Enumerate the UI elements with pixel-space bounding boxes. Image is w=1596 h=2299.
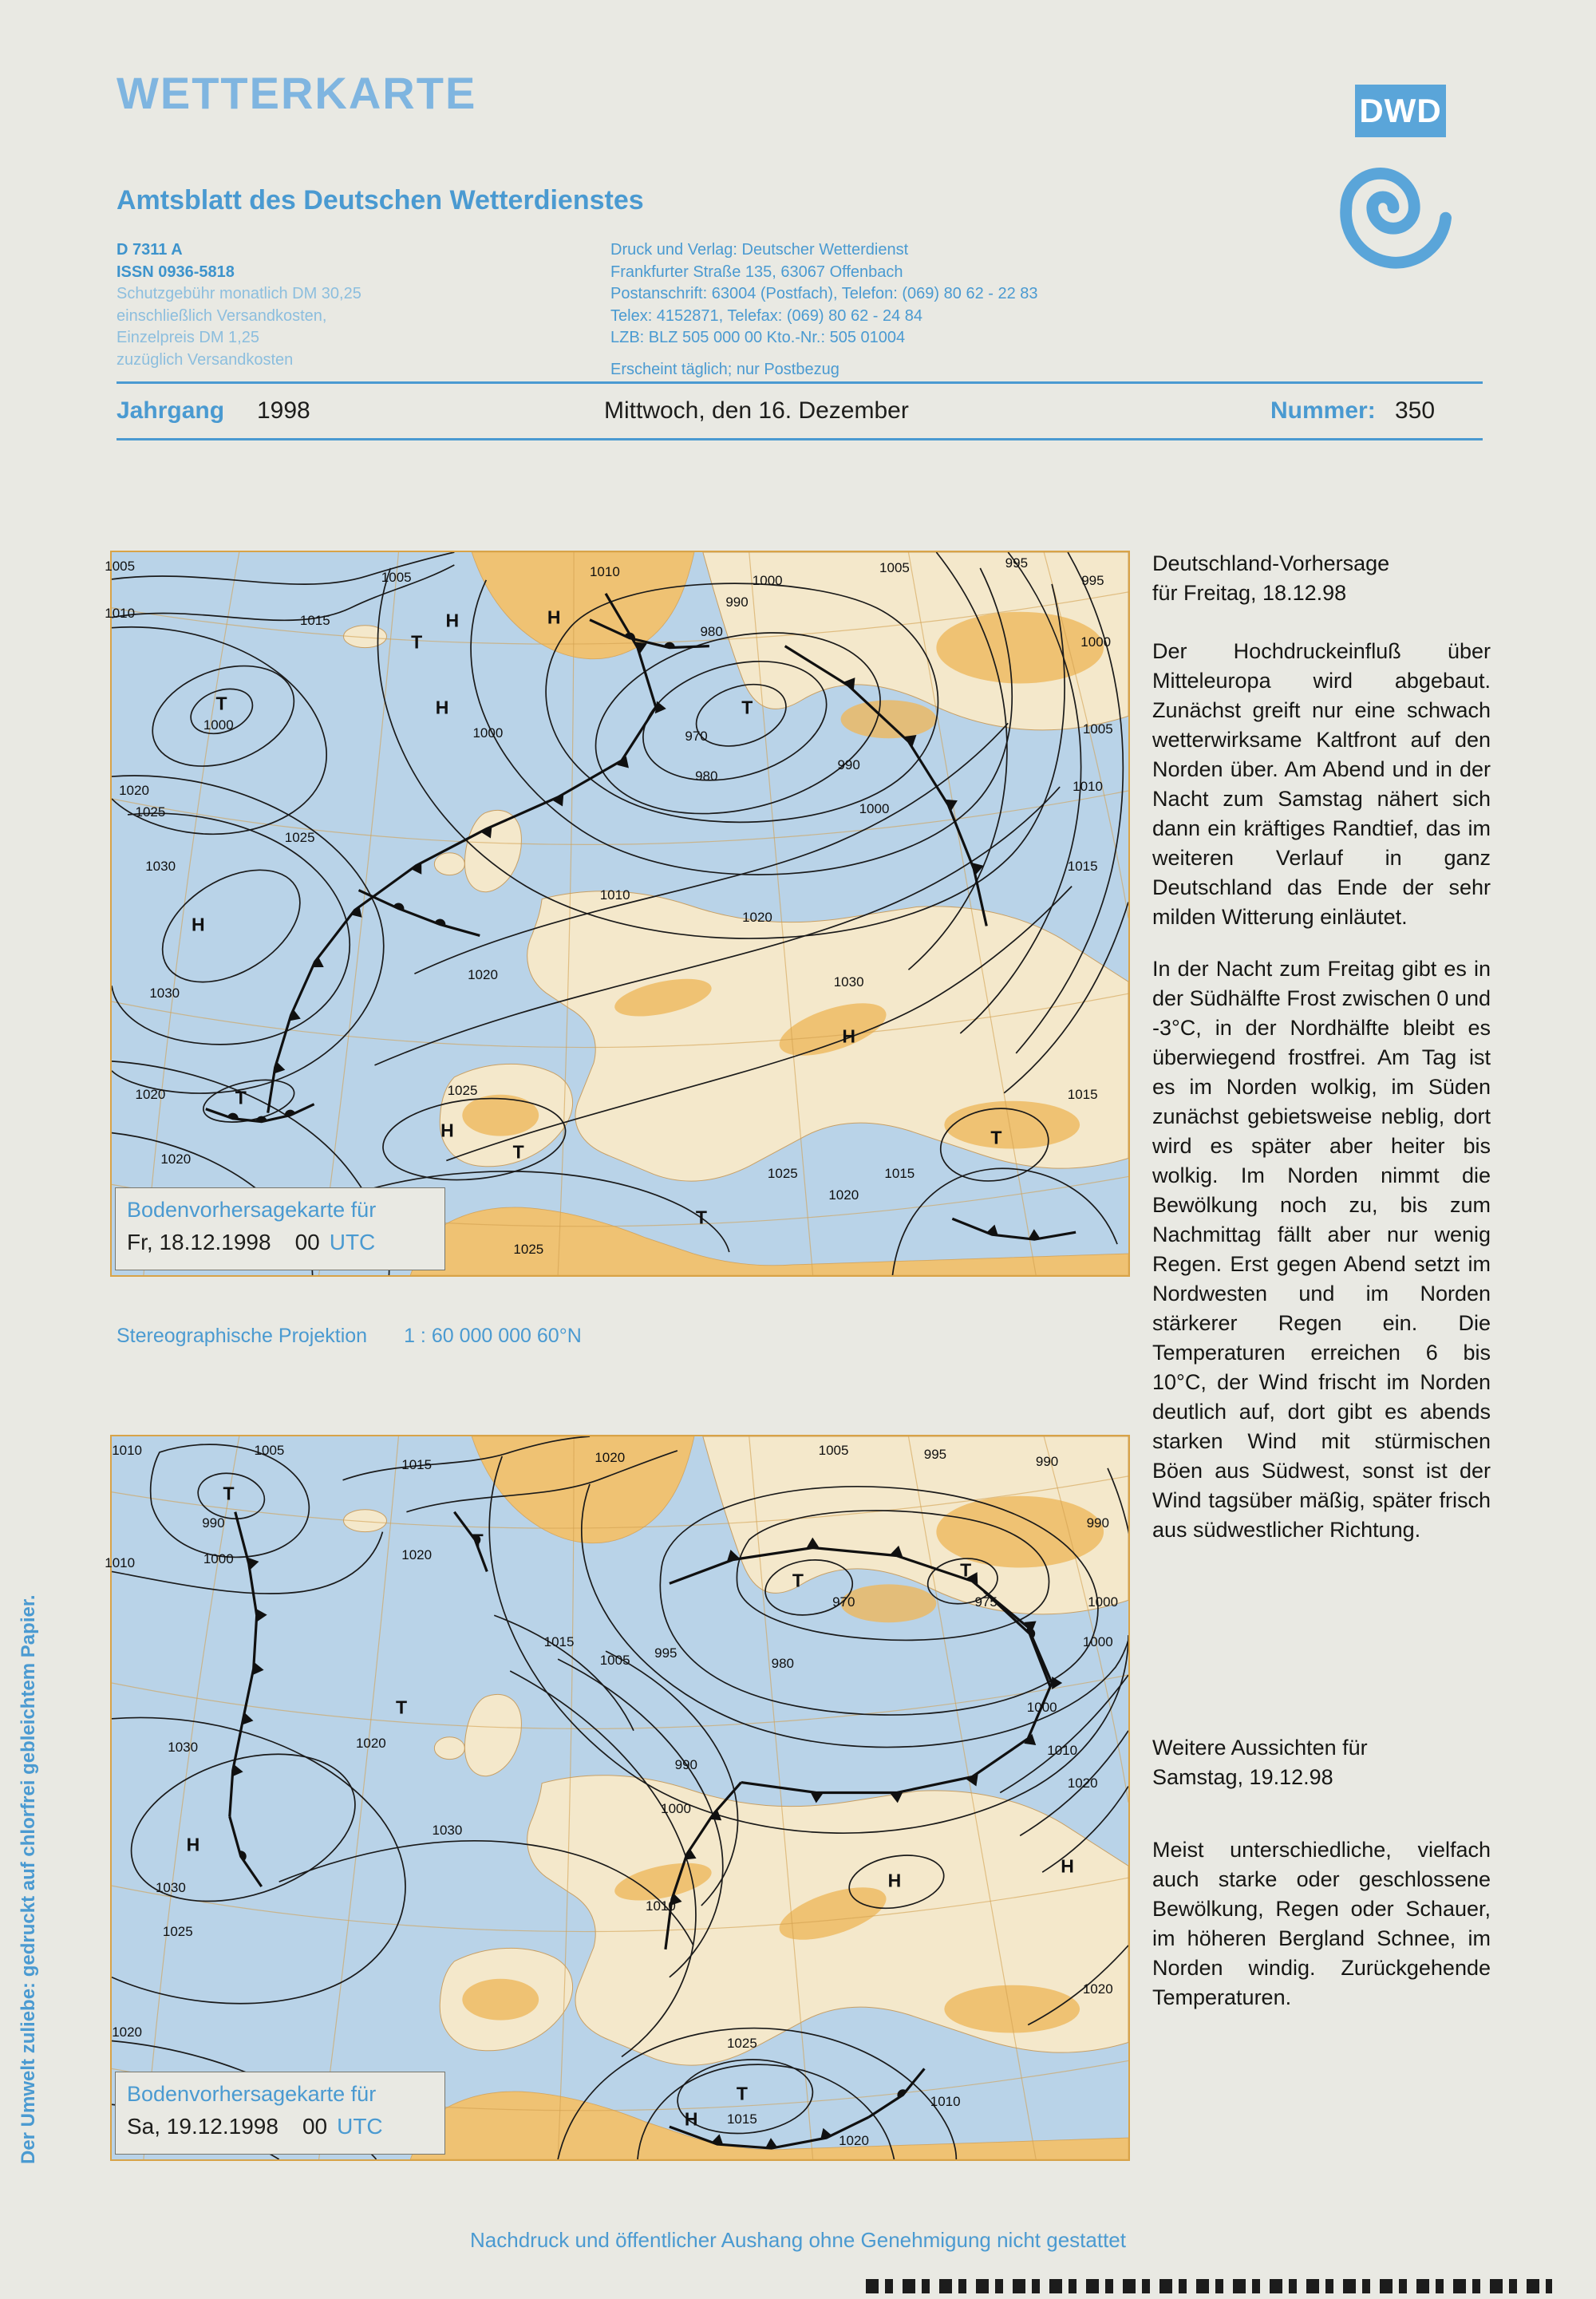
pressure-label: 1025 [767, 1166, 798, 1182]
pressure-label: 1000 [472, 725, 504, 741]
pressure-center-label: T [990, 1127, 1002, 1148]
pressure-label: 1020 [1067, 1775, 1098, 1791]
pressure-center-label: T [695, 1207, 707, 1228]
pressure-label: 995 [923, 1446, 947, 1462]
pressure-label: 1000 [752, 573, 783, 589]
map1-date: Fr, 18.12.1998 [127, 1230, 271, 1254]
info-line: zuzüglich Versandkosten [117, 350, 294, 369]
pressure-label: 1000 [1026, 1699, 1057, 1715]
pressure-label: 980 [695, 768, 718, 784]
pressure-label: 1020 [112, 2024, 143, 2040]
jahrgang-label: Jahrgang [117, 397, 225, 424]
pressure-label: 970 [832, 1594, 855, 1610]
map1-overlay [105, 552, 1128, 1275]
pressure-label: 1030 [155, 1880, 186, 1896]
header-rule-bottom [117, 438, 1483, 440]
pressure-label: 1030 [833, 974, 864, 990]
pressure-label: 1020 [828, 1187, 859, 1203]
nummer-value: 350 [1395, 397, 1436, 424]
pressure-label: 980 [700, 623, 723, 639]
pressure-label: 1010 [1047, 1743, 1078, 1759]
info-line: Frankfurter Straße 135, 63067 Offenbach [610, 263, 903, 281]
eco-paper-note: Der Umwelt zuliebe: gedruckt auf chlorfrei gebleichtem Papier. [18, 1594, 39, 2164]
pressure-center-label: T [235, 1087, 247, 1108]
pressure-center-label: H [842, 1025, 855, 1047]
pressure-label: 1000 [203, 717, 234, 733]
pressure-label: 1010 [1073, 779, 1103, 795]
pressure-label: 1010 [599, 887, 630, 903]
pressure-label: 995 [1005, 555, 1029, 571]
outlook-heading [1152, 1733, 1491, 1792]
map2-utc: UTC [337, 2114, 383, 2139]
pressure-label: 1010 [105, 606, 136, 621]
pressure-label: 1015 [884, 1166, 915, 1182]
pressure-center-label: T [411, 631, 423, 653]
pressure-label: 1000 [661, 1800, 691, 1816]
forecast-paragraph-2: In der Nacht zum Freitag gibt es in der Südhälfte Frost zwischen 0 und -3°C, in der Nordhälfte bleibt es überwiegend frostfrei. Am Tag ist es im Norden wolkig, im Süden zunächst gebietsweise neblig, dort wird es später aber heiter bis wolkig. Im Norden nimmt die Bewölkung noch zu, bis zum Nachmittag fällt aber nur wenig Regen. Erst gegen Abend setzt im Nordwesten und im Norden stärkerer Regen ein. Die Temperaturen erreichen 6 bis 10°C, der Wind frischt im Norden deutlich auf, dort gibt es abends starken Wind mit stürmischen Böen aus Südwest, sonst ist der Wind tagsüber mäßig, später frisch aus südwestlicher Richtung. [1152, 956, 1491, 1542]
pressure-label: 1010 [589, 564, 620, 580]
pressure-center-label: T [215, 693, 227, 714]
pressure-label: 1005 [1082, 721, 1113, 737]
pressure-label: 1015 [299, 613, 330, 629]
outlook-heading-line1: Weitere Aussichten für [1152, 1736, 1368, 1760]
jahrgang-value: 1998 [257, 397, 310, 424]
dwd-spiral-icon [1328, 140, 1459, 275]
pressure-label: 995 [1081, 573, 1104, 589]
pressure-label: 1005 [381, 569, 412, 585]
pressure-center-label: T [792, 1570, 804, 1591]
pressure-label: 1020 [595, 1450, 626, 1466]
pressure-label: 970 [685, 729, 708, 745]
pressure-label: 1030 [432, 1822, 463, 1838]
pressure-label: 1020 [119, 782, 149, 798]
pressure-label: 980 [771, 1656, 795, 1672]
pressure-center-label: T [736, 2083, 748, 2104]
pressure-center-label: H [887, 1870, 902, 1891]
issue-date: Mittwoch, den 16. Dezember [604, 397, 909, 424]
pressure-center-label: T [741, 697, 753, 718]
info-line: ISSN 0936-5818 [117, 263, 235, 281]
pressure-label: 1010 [930, 2093, 961, 2109]
map1-time: 00 [294, 1230, 320, 1254]
map2-date: Sa, 19.12.1998 [127, 2114, 279, 2139]
pressure-center-label: T [512, 1141, 524, 1163]
pressure-label: 990 [1035, 1453, 1059, 1469]
pressure-label: 1020 [1082, 1981, 1113, 1997]
pressure-label: 1025 [135, 804, 166, 820]
map2-overlay [105, 1436, 1128, 2159]
info-line: einschließlich Versandkosten, [117, 306, 327, 325]
projection-note [117, 1325, 582, 1348]
pressure-center-label: T [396, 1697, 408, 1718]
outlook-heading-line2: Samstag, 19.12.98 [1152, 1764, 1333, 1789]
pressure-label: 1030 [145, 859, 176, 875]
surface-forecast-map-saturday [105, 1435, 1130, 2161]
pressure-center-label: H [440, 1120, 454, 1141]
info-line: Postanschrift: 63004 (Postfach), Telefon: (069) 80 62 - 22 83 [610, 285, 1038, 303]
pressure-label: 1020 [401, 1547, 433, 1563]
projection-scale: 1 : 60 000 000 60°N [404, 1325, 582, 1347]
pressure-label: 990 [674, 1757, 697, 1773]
publication-info-left [117, 239, 361, 372]
pressure-label: 1025 [447, 1082, 478, 1098]
map2-caption [115, 2072, 445, 2155]
map1-caption-date [127, 1230, 433, 1255]
pressure-label: 1000 [203, 1551, 234, 1567]
forecast-paragraph-1: Der Hochdruckeinfluß über Mitteleuropa wird abgebaut. Zunächst greift nur eine schwach wetterwirksame Kaltfront auf den Norden über. Am Abend und in der Nacht zum Samstag nähert sich dann ein kräftiges Randtief, das im weiteren Verlauf in ganz Deutschland das Ende der sehr milden Witterung einläutet. [1152, 638, 1491, 929]
pressure-label: 1010 [112, 1443, 143, 1459]
pressure-label: 1025 [726, 2036, 757, 2052]
info-line: Schutzgebühr monatlich DM 30,25 [117, 285, 361, 303]
pressure-label: 1025 [284, 829, 315, 845]
map2-caption-title: Bodenvorhersagekarte für [127, 2082, 377, 2106]
info-line: Telex: 4152871, Telefax: (069) 80 62 - 24 84 [610, 306, 923, 325]
info-line: Einzelpreis DM 1,25 [117, 329, 259, 347]
surface-forecast-map-friday [105, 551, 1130, 1277]
pressure-label: 1020 [160, 1151, 192, 1167]
pressure-label: 1000 [1088, 1594, 1119, 1610]
info-line: D 7311 A [117, 241, 183, 259]
pressure-center-label: T [960, 1559, 972, 1581]
publication-frequency: Erscheint täglich; nur Postbezug [610, 361, 839, 378]
forecast-heading-line1: Deutschland-Vorhersage [1152, 551, 1390, 575]
pressure-center-label: H [445, 610, 460, 631]
pressure-label: 1020 [468, 967, 498, 982]
pressure-center-label: H [186, 1834, 200, 1855]
map2-caption-date [127, 2114, 433, 2139]
pressure-center-label: H [435, 697, 449, 718]
pressure-label: 1005 [105, 559, 136, 575]
page-title: WETTERKARTE [117, 68, 477, 118]
pressure-label: 1010 [105, 1554, 136, 1570]
pressure-label: 1030 [168, 1739, 199, 1755]
pressure-label: 1000 [859, 800, 890, 816]
info-line: LZB: BLZ 505 000 00 Kto.-Nr.: 505 01004 [610, 329, 906, 347]
map2-time: 00 [302, 2114, 328, 2139]
nummer-label: Nummer: [1270, 397, 1376, 424]
pressure-center-label: T [472, 1530, 484, 1551]
pressure-label: 990 [1086, 1515, 1109, 1531]
pressure-label: 1020 [742, 909, 772, 925]
forecast-heading-line2: für Freitag, 18.12.98 [1152, 580, 1347, 605]
pressure-label: 975 [974, 1594, 998, 1610]
pressure-center-label: H [547, 606, 561, 628]
map1-caption-title: Bodenvorhersagekarte für [127, 1198, 377, 1222]
outlook-paragraph: Meist unterschiedliche, vielfach auch starke oder geschlossene Bewölkung, Regen oder Schauer, im höheren Bergland Schnee, im Norden windig. Zurückgehende Temperaturen. [1152, 1838, 1491, 2009]
header-rule-top [117, 381, 1483, 384]
pressure-label: 990 [837, 757, 860, 773]
pressure-label: 1015 [1067, 1086, 1098, 1102]
pressure-center-label: H [684, 2108, 698, 2130]
pressure-label: 1000 [1080, 634, 1112, 650]
pressure-label: 1015 [543, 1634, 575, 1650]
pressure-label: 1020 [135, 1086, 166, 1102]
pressure-label: 1005 [818, 1443, 849, 1459]
pressure-label: 1020 [355, 1736, 386, 1752]
info-line: Druck und Verlag: Deutscher Wetterdienst [610, 241, 909, 259]
pressure-label: 1025 [162, 1923, 193, 1939]
print-registration-marks [866, 2279, 1552, 2293]
projection-label: Stereographische Projektion [117, 1325, 368, 1347]
pressure-label: 990 [725, 595, 749, 610]
pressure-label: 1005 [254, 1443, 285, 1459]
pressure-label: 1015 [726, 2111, 757, 2127]
publisher-info [610, 239, 1038, 350]
forecast-germany [1152, 549, 1491, 1567]
pressure-label: 1010 [646, 1898, 676, 1914]
pressure-label: 1020 [839, 2133, 869, 2149]
pressure-label: 1025 [513, 1242, 544, 1258]
dwd-logo-box: DWD [1355, 85, 1446, 137]
pressure-label: 1000 [1082, 1634, 1113, 1650]
pressure-label: 1015 [1067, 859, 1098, 875]
pressure-center-label: T [223, 1483, 235, 1504]
pressure-label: 1030 [149, 985, 180, 1001]
pressure-label: 1015 [401, 1457, 433, 1473]
subtitle: Amtsblatt des Deutschen Wetterdienstes [117, 185, 644, 215]
map1-caption [115, 1187, 445, 1270]
map1-utc: UTC [329, 1230, 376, 1254]
pressure-center-label: H [1061, 1855, 1074, 1877]
copyright-notice: Nachdruck und öffentlicher Aushang ohne Genehmigung nicht gestattet [470, 2228, 1126, 2252]
pressure-center-label: H [191, 914, 205, 935]
pressure-label: 990 [202, 1515, 225, 1531]
pressure-label: 995 [654, 1645, 678, 1661]
outlook-text [1152, 1835, 1491, 2013]
pressure-label: 1005 [599, 1652, 630, 1668]
pressure-label: 1005 [879, 559, 910, 575]
